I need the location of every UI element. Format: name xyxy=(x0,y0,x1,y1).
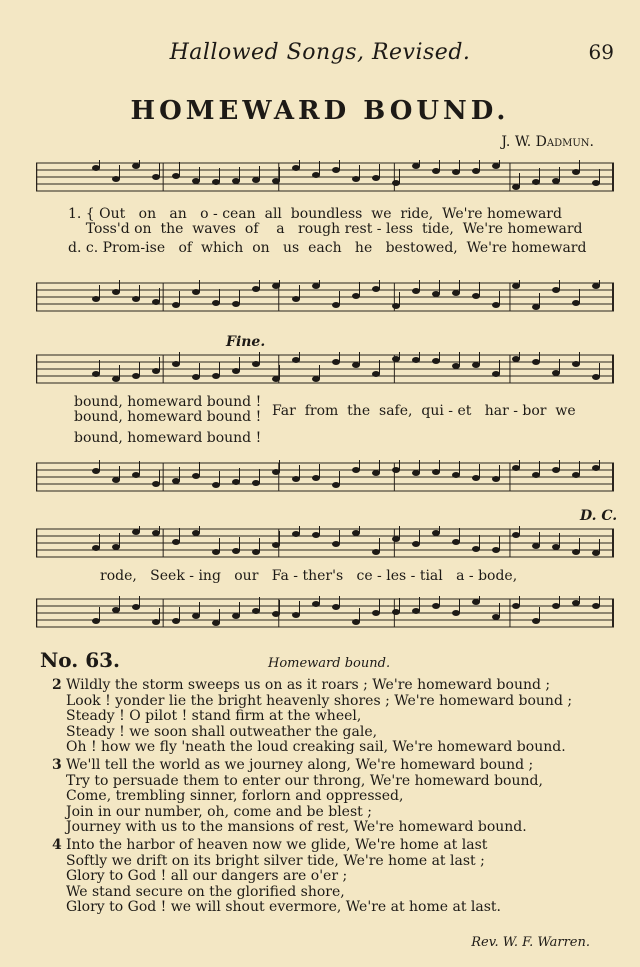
verse-line: Softly we drift on its bright silver tide, We're home at last ; xyxy=(66,852,485,869)
page-number: 69 xyxy=(588,40,614,64)
staff-treble-2 xyxy=(36,352,614,386)
verse-line: Look ! yonder lie the bright heavenly shores ; We're homeward bound ; xyxy=(66,692,573,709)
verse-line: Into the harbor of heaven now we glide, We're home at last xyxy=(66,837,488,853)
running-title: Hallowed Songs, Revised. xyxy=(169,40,471,65)
staff-treble-3 xyxy=(36,526,614,560)
verse-line: Glory to God ! all our dangers are o'er ; xyxy=(66,868,348,884)
verse-line: Steady ! O pilot ! stand firm at the wheel, xyxy=(66,708,362,724)
verse-line: Journey with us to the mansions of rest, We're homeward bound. xyxy=(66,819,527,835)
fine-mark: Fine. xyxy=(226,334,266,350)
staff-bass-1 xyxy=(36,280,614,314)
lyric-line: Far from the safe, qui - et har - bor we xyxy=(272,403,576,419)
verse-4 xyxy=(52,837,502,916)
verse-line: Oh ! how we fly 'neath the loud creaking sail, We're homeward bound. xyxy=(66,739,566,755)
dc-mark: D. C. xyxy=(580,508,618,524)
lyric-line: Toss'd on the waves of a rough rest - less tide, We're homeward xyxy=(68,221,583,237)
lyric-line: bound, homeward bound ! xyxy=(74,394,262,410)
verse-line: Come, trembling sinner, forlorn and oppressed, xyxy=(66,788,404,804)
lyric-line: bound, homeward bound ! xyxy=(74,430,262,446)
verse-line: We stand secure on the glorified shore, xyxy=(66,883,345,900)
hymn-number: No. 63. xyxy=(40,648,120,672)
lyric-line: rode, Seek - ing our Fa - ther's ce - les - tial a - bode, xyxy=(100,568,518,584)
composer-credit: J. W. Dadmun. xyxy=(501,134,594,150)
verse-number: 3 xyxy=(52,757,62,773)
lyric-line: d. c. Prom-ise of which on us each he bestowed, We're homeward xyxy=(68,240,587,256)
staff-treble-1 xyxy=(36,160,614,194)
verse-line: Wildly the storm sweeps us on as it roars ; We're homeward bound ; xyxy=(66,677,551,693)
hymn-title: HOMEWARD BOUND. xyxy=(130,96,510,126)
verse-line: Join in our number, oh, come and be blest ; xyxy=(66,803,372,820)
verse-line: Steady ! we soon shall outweather the gale, xyxy=(66,723,378,740)
verse-line: We'll tell the world as we journey along, We're homeward bound ; xyxy=(66,757,534,773)
verse-line: Try to persuade them to enter our throng, We're homeward bound, xyxy=(66,772,543,789)
verse-2 xyxy=(52,677,573,756)
author-credit: Rev. W. F. Warren. xyxy=(471,935,590,950)
hymn-subtitle: Homeward bound. xyxy=(268,656,391,671)
verse-line: Glory to God ! we will shout evermore, We're at home at last. xyxy=(66,899,502,915)
staff-bass-3 xyxy=(36,596,614,630)
staff-bass-2 xyxy=(36,460,614,494)
verse-number: 2 xyxy=(52,677,62,693)
verse-3 xyxy=(52,757,543,836)
verse-number: 4 xyxy=(52,837,62,853)
lyric-line: bound, homeward bound ! xyxy=(74,409,262,425)
lyric-line: 1. { Out on an o - cean all boundless we ride, We're homeward xyxy=(68,206,562,222)
